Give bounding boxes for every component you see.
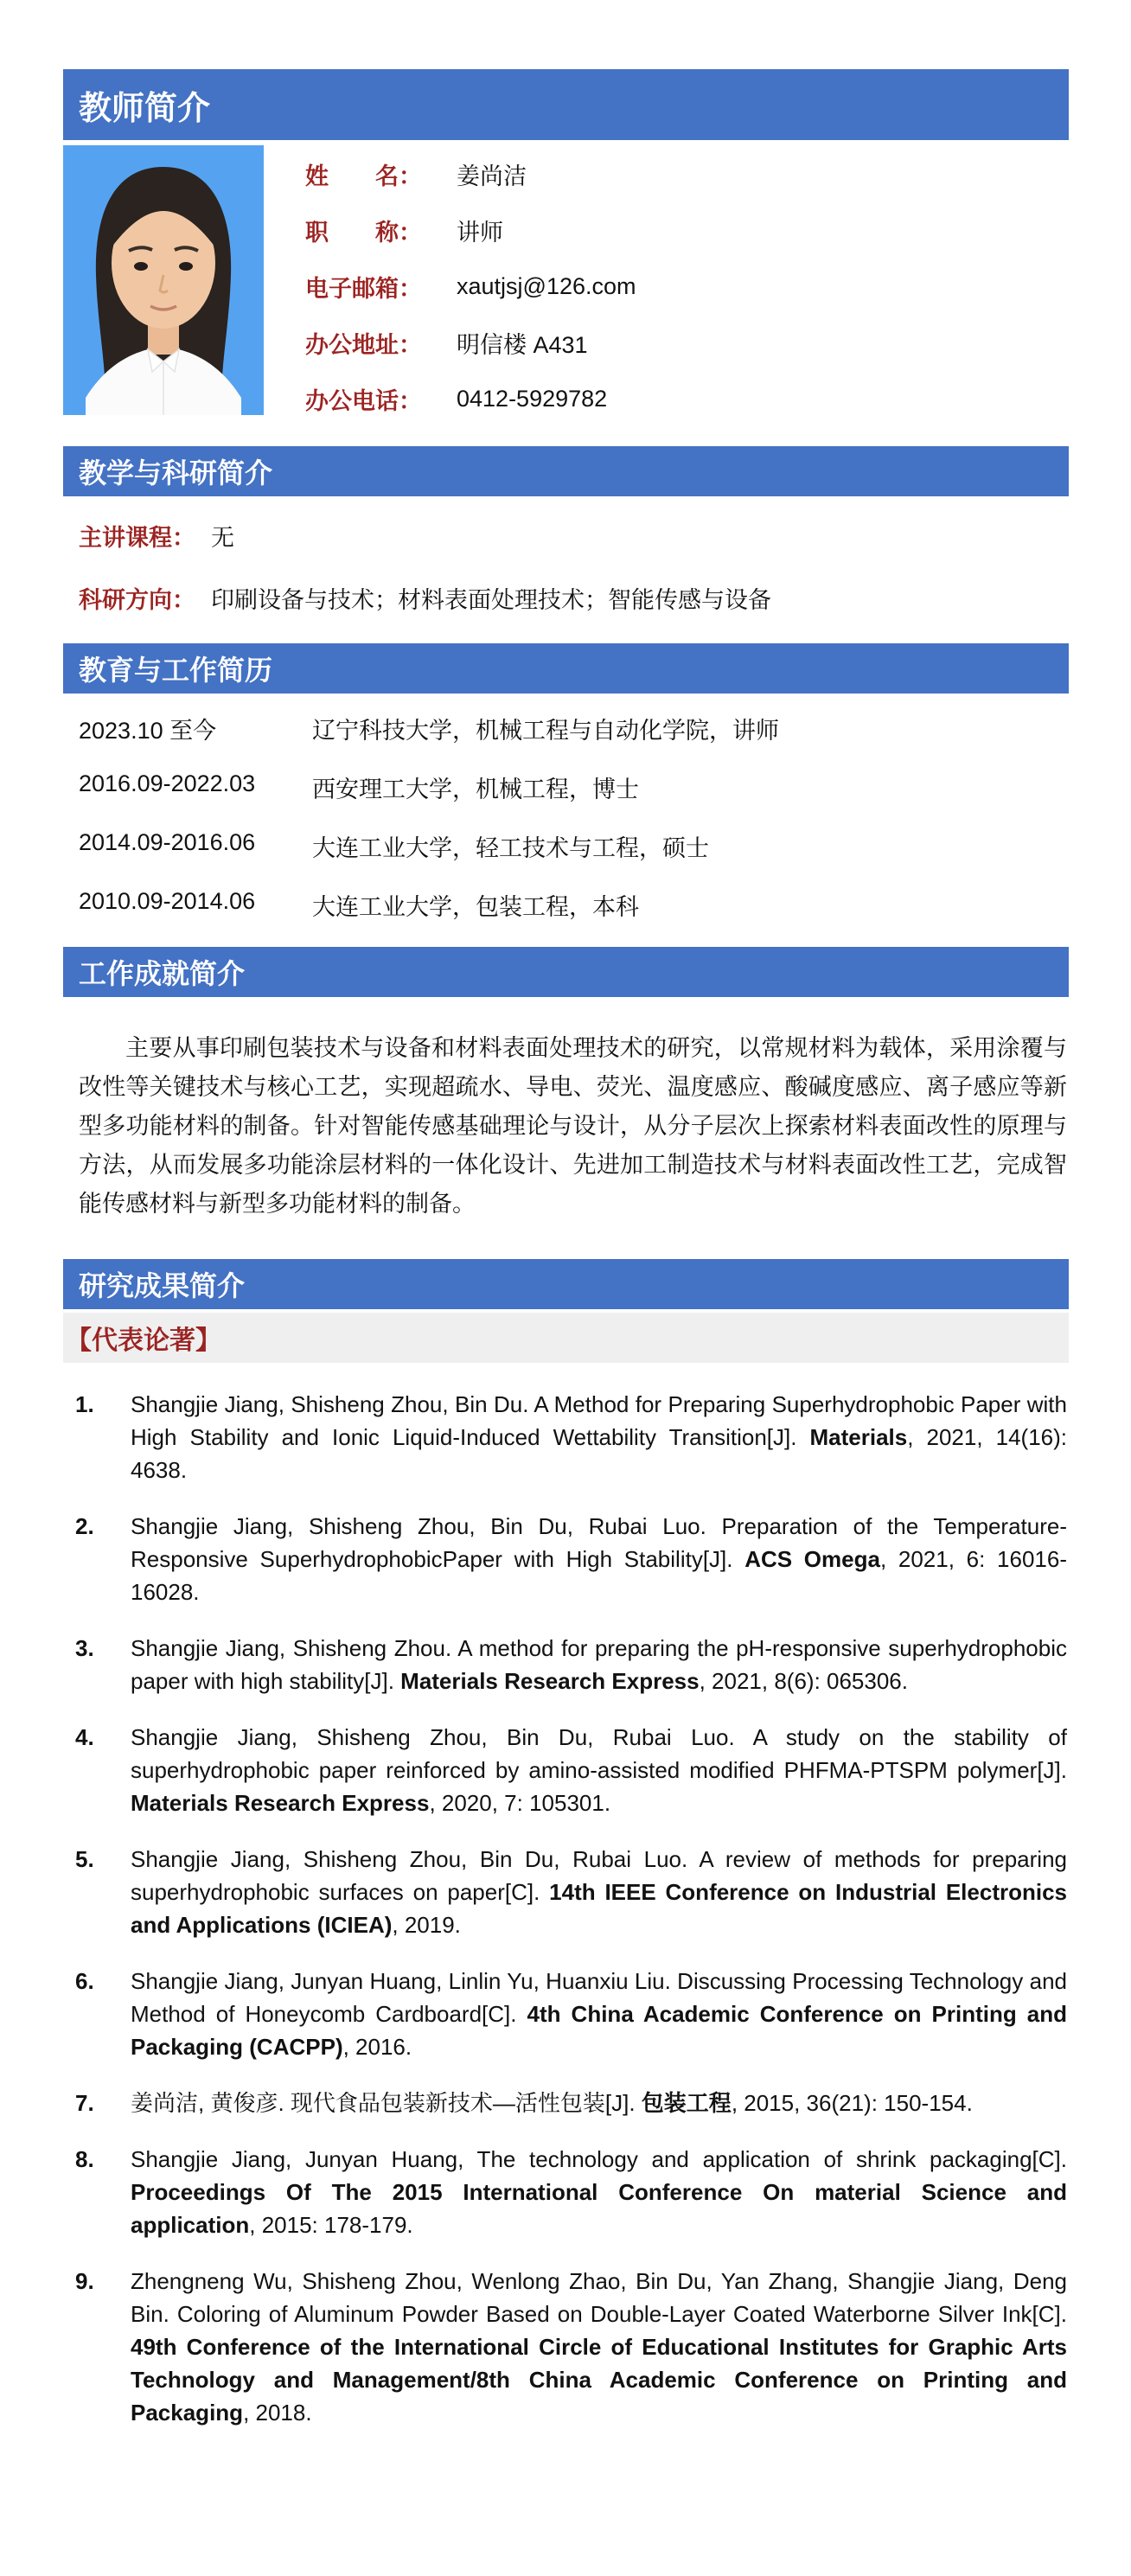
publication-venue: 4th China Academic Conference on Printing and Packaging (CACPP) [131, 2001, 1067, 2060]
timeline-detail: 辽宁科技大学，机械工程与自动化学院，讲师 [312, 718, 779, 744]
publication-text [131, 2143, 1067, 2241]
publication-venue: Proceedings Of The 2015 International Conference On material Science and application [131, 2179, 1067, 2238]
publication-text [131, 2265, 1067, 2429]
teaching-research-rows [63, 519, 1069, 615]
publication-citation-text: , 2021, 14(16): 4638. [131, 1424, 1067, 1483]
section-bar-teaching-research [63, 446, 1069, 496]
section-title-research-results: 研究成果简介 [79, 1270, 246, 1301]
publication-citation-text: , 2019. [392, 1912, 461, 1938]
right-eye [179, 262, 193, 271]
publication-citation-text: 姜尚洁, 黄俊彦. 现代食品包装新技术—活性包装[J]. [131, 2090, 642, 2116]
publication-item [75, 1965, 1067, 2063]
publication-number: 8. [75, 2146, 94, 2172]
publication-number: 9. [75, 2268, 94, 2294]
section-title-achievements: 工作成就简介 [79, 958, 246, 989]
publication-citation-text: Shangjie Jiang, Junyan Huang, The technology and application of shrink packaging[C]. [131, 2146, 1067, 2172]
publication-venue: 14th IEEE Conference on Industrial Electronics and Applications (ICIEA) [131, 1879, 1068, 1938]
publication-number: 5. [75, 1846, 94, 1872]
profile-field-row [305, 146, 636, 202]
publication-text [131, 1510, 1067, 1608]
timeline-detail: 大连工业大学，轻工技术与工程，硕士 [312, 835, 709, 861]
publication-text [131, 2087, 1067, 2119]
timeline-row [79, 770, 1069, 804]
publication-venue: Materials Research Express [131, 1790, 430, 1816]
publication-text [131, 1632, 1067, 1697]
publication-citation-text: , 2020, 7: 105301. [429, 1790, 611, 1816]
publication-item [75, 2143, 1067, 2241]
profile-field-row [305, 202, 636, 259]
publication-number: 7. [75, 2090, 94, 2116]
publication-number: 3. [75, 1635, 94, 1661]
teaching-row [79, 581, 1069, 615]
timeline-period: 2014.09-2016.06 [79, 829, 256, 855]
publication-venue: ACS Omega [744, 1546, 880, 1572]
section-bar-achievements [63, 947, 1069, 997]
publication-number: 4. [75, 1724, 94, 1750]
publication-citation-text: , 2016. [342, 2034, 412, 2060]
timeline-period: 2016.09-2022.03 [79, 770, 256, 796]
publication-text [131, 1843, 1067, 1941]
publication-item [75, 2265, 1067, 2429]
profile-fields [305, 145, 636, 427]
publication-venue: 49th Conference of the International Circle of Educational Institutes for Graphic Arts Technology and Management/8th China Academic Conference on Printing and Packaging [131, 2334, 1067, 2426]
profile-field-label: 职 称： [305, 220, 422, 246]
section-bar-education-work [63, 643, 1069, 694]
publication-venue: Materials [809, 1424, 908, 1450]
publication-citation-text: , 2021, 6: 16016-16028. [131, 1546, 1067, 1605]
publication-citation-text: Shangjie Jiang, Junyan Huang, Linlin Yu, Huanxiu Liu. Discussing Processing Technology and Method of Honeycomb Cardboard[C]. [131, 1968, 1067, 2027]
timeline-detail: 大连工业大学，包装工程，本科 [312, 894, 639, 920]
section-title-teaching-research: 教学与科研简介 [79, 457, 273, 489]
profile-field-value: 讲师 [457, 220, 503, 246]
publication-citation-text: Shangjie Jiang, Shisheng Zhou. A method for preparing the pH-responsive superhydrophobic paper with high stability[J]. [131, 1635, 1067, 1694]
portrait-photo-illustration [63, 145, 264, 415]
publication-citation-text: Zhengneng Wu, Shisheng Zhou, Wenlong Zhao, Bin Du, Yan Zhang, Shangjie Jiang, Deng Bin. Coloring of Aluminum Powder Based on Double-Layer Coated Waterborne Silver Ink[C]. [131, 2268, 1067, 2327]
timeline-period: 2023.10 至今 [79, 718, 217, 744]
section-title-teacher-intro: 教师简介 [79, 90, 211, 127]
profile-field-value: xautjsj@126.com [457, 273, 636, 299]
profile-block [63, 145, 1069, 427]
profile-field-row [305, 315, 636, 371]
profile-field-value: 0412-5929782 [457, 386, 608, 412]
publication-number: 2. [75, 1513, 94, 1539]
left-eye [134, 262, 148, 271]
publication-citation-text: , 2015, 36(21): 150-154. [731, 2090, 973, 2116]
publication-citation-text: , 2015: 178-179. [249, 2212, 413, 2238]
timeline-row [79, 829, 1069, 863]
publication-number: 1. [75, 1391, 94, 1417]
publication-text [131, 1965, 1067, 2063]
section-bar-teacher-intro [63, 69, 1069, 140]
profile-field-label: 电子邮箱： [305, 276, 422, 302]
timeline-period: 2010.09-2014.06 [79, 888, 256, 914]
section-title-education-work: 教育与工作简历 [79, 655, 273, 686]
publication-item [75, 1721, 1067, 1819]
profile-field-value: 姜尚洁 [457, 163, 527, 189]
publication-text [131, 1721, 1067, 1819]
teaching-row [79, 519, 1069, 553]
profile-photo [63, 145, 264, 415]
publication-item [75, 1843, 1067, 1941]
teaching-row-value: 无 [211, 525, 234, 551]
publication-item [75, 1632, 1067, 1697]
profile-field-row [305, 371, 636, 427]
profile-field-label: 办公电话： [305, 388, 422, 414]
teaching-row-value: 印刷设备与技术；材料表面处理技术；智能传感与设备 [211, 587, 771, 613]
achievement-paragraph: 主要从事印刷包装技术与设备和材料表面处理技术的研究，以常规材料为载体，采用涂覆与改性等关键技术与核心工艺，实现超疏水、导电、荧光、温度感应、酸碱度感应、离子感应等新型多功能材料的制备。针对智能传感基础理论与设计，从分子层次上探索材料表面改性的原理与方法，从而发展多功能涂层材料的一体化设计、先进加工制造技术与材料表面改性工艺，完成智能传感材料与新型多功能材料的制备。 [79, 1035, 1067, 1217]
section-bar-research-results [63, 1259, 1069, 1309]
profile-field-value: 明信楼 A431 [457, 332, 588, 358]
representative-publications-heading: 【代表论著】 [66, 1326, 221, 1355]
education-work-timeline [63, 712, 1069, 922]
teaching-row-label: 主讲课程： [79, 525, 195, 551]
representative-publications-band [63, 1313, 1069, 1363]
publication-citation-text: , 2018. [243, 2400, 312, 2426]
teacher-profile-page [63, 0, 1069, 2429]
profile-field-label: 姓 名： [305, 163, 422, 189]
publication-citation-text: Shangjie Jiang, Shisheng Zhou, Bin Du, Rubai Luo. Preparation of the Temperature-Responsive SuperhydrophobicPaper with High Stability[J]. [131, 1513, 1067, 1572]
publication-venue: 包装工程 [641, 2090, 732, 2116]
publication-list [63, 1388, 1069, 2429]
publication-number: 6. [75, 1968, 94, 1994]
teaching-row-label: 科研方向： [79, 587, 195, 613]
publication-citation-text: , 2021, 8(6): 065306. [699, 1668, 908, 1694]
publication-venue: Materials Research Express [400, 1668, 700, 1694]
publication-citation-text: Shangjie Jiang, Shisheng Zhou, Bin Du. A Method for Preparing Superhydrophobic Paper with High Stability and Ionic Liquid-Induced Wettability Transition[J]. [131, 1391, 1067, 1450]
timeline-row [79, 888, 1069, 922]
publication-item [75, 2087, 1067, 2119]
profile-field-row [305, 259, 636, 315]
publication-item [75, 1388, 1067, 1486]
publication-item [75, 1510, 1067, 1608]
profile-field-label: 办公地址： [305, 332, 422, 358]
timeline-detail: 西安理工大学，机械工程，博士 [312, 777, 639, 802]
publication-citation-text: Shangjie Jiang, Shisheng Zhou, Bin Du, Rubai Luo. A study on the stability of superhydrophobic paper reinforced by amino-assisted modified PHFMA-PTSPM polymer[J]. [131, 1724, 1067, 1783]
publication-text [131, 1388, 1067, 1486]
timeline-row [79, 712, 1069, 745]
publication-citation-text: Shangjie Jiang, Shisheng Zhou, Bin Du, Rubai Luo. A review of methods for preparing superhydrophobic surfaces on paper[C]. [131, 1846, 1067, 1905]
